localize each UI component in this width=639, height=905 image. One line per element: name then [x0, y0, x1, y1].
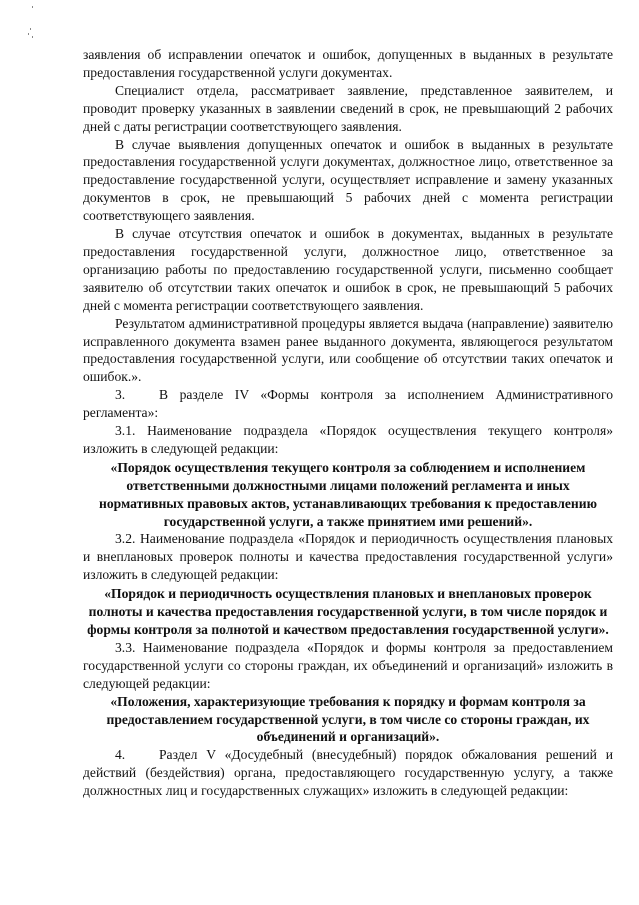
item-3-number: 3. — [115, 387, 126, 403]
subsection-title-current-control: «Порядок осуществления текущего контроля за соблюдением и исполнением ответственными должностными лицами положений регламента и иных нормативных правовых актов, устанавливающих требования к предоставлению государственной услуги, а также принятием ими решений». — [99, 459, 597, 529]
item-3-1: 3.1. Наименование подраздела «Порядок осуществления текущего контроля» изложить в следующей редакции: — [83, 423, 613, 456]
paragraph-errors-found: В случае выявления допущенных опечаток и ошибок в выданных в результате предоставления государственной услуги документах, должностное лицо, ответственное за предоставление государственной услуги, осуществляет исправление и замену указанных документов в срок, не превышающий 5 рабочих дней с момента регистрации соответствующего заявления. — [83, 136, 613, 224]
item-3-3: 3.3. Наименование подраздела «Порядок и формы контроля за предоставлением государственной услуги со стороны граждан, их объединений и организаций» изложить в следующей редакции: — [83, 639, 613, 691]
item-4-number: 4. — [115, 747, 126, 763]
document-body — [83, 46, 613, 800]
paragraph-no-errors: В случае отсутствия опечаток и ошибок в документах, выданных в результате предоставления государственной услуги, должностное лицо, ответственное за организацию работы по предоставлению государственной услуги, письменно сообщает заявителю об отсутствии таких опечаток и ошибок в срок, не превышающий 5 рабочих дней с момента регистрации соответствующего заявления. — [83, 226, 613, 313]
item-3-2: 3.2. Наименование подраздела «Порядок и периодичность осуществления плановых и внеплановых проверок полноты и качества предоставления государственной услуги» изложить в следующей редакции: — [83, 531, 613, 583]
item-3 — [83, 386, 613, 422]
paragraph-specialist-review: Специалист отдела, рассматривает заявление, представленное заявителем, и проводит проверку указанных в заявлении сведений в срок, не превышающий 2 рабочих дней с даты регистрации соответствующего заявления. — [83, 82, 613, 134]
paragraph-procedure-result: Результатом административной процедуры является выдача (направление) заявителю исправленного документа взамен ранее выданного документа, являющегося результатом предоставления государственной услуги, или сообщение об отсутствии таких опечаток и ошибок.». — [83, 315, 613, 385]
item-4-text: Раздел V «Досудебный (внесудебный) порядок обжалования решений и действий (бездействия) органа, предоставляющего государственную услугу, а также должностных лиц и государственных служащих» изложить в следующей редакции: — [83, 747, 613, 799]
scan-artifact — [26, 6, 36, 46]
paragraph-continuation: заявления об исправлении опечаток и ошибок, допущенных в выданных в результате предоставления государственной услуги документах. — [83, 47, 613, 80]
item-4 — [83, 746, 613, 800]
subsection-title-citizen-control: «Положения, характеризующие требования к порядку и формам контроля за предоставлением государственной услуги, в том числе со стороны граждан, их объединений и организаций». — [106, 693, 590, 745]
item-3-text: В разделе IV «Формы контроля за исполнением Административного регламента»: — [83, 387, 613, 421]
subsection-title-inspections: «Порядок и периодичность осуществления плановых и внеплановых проверок полноты и качества предоставления государственной услуги, в том числе порядок и формы контроля за полнотой и качеством предоставления государственной услуги». — [87, 586, 609, 637]
